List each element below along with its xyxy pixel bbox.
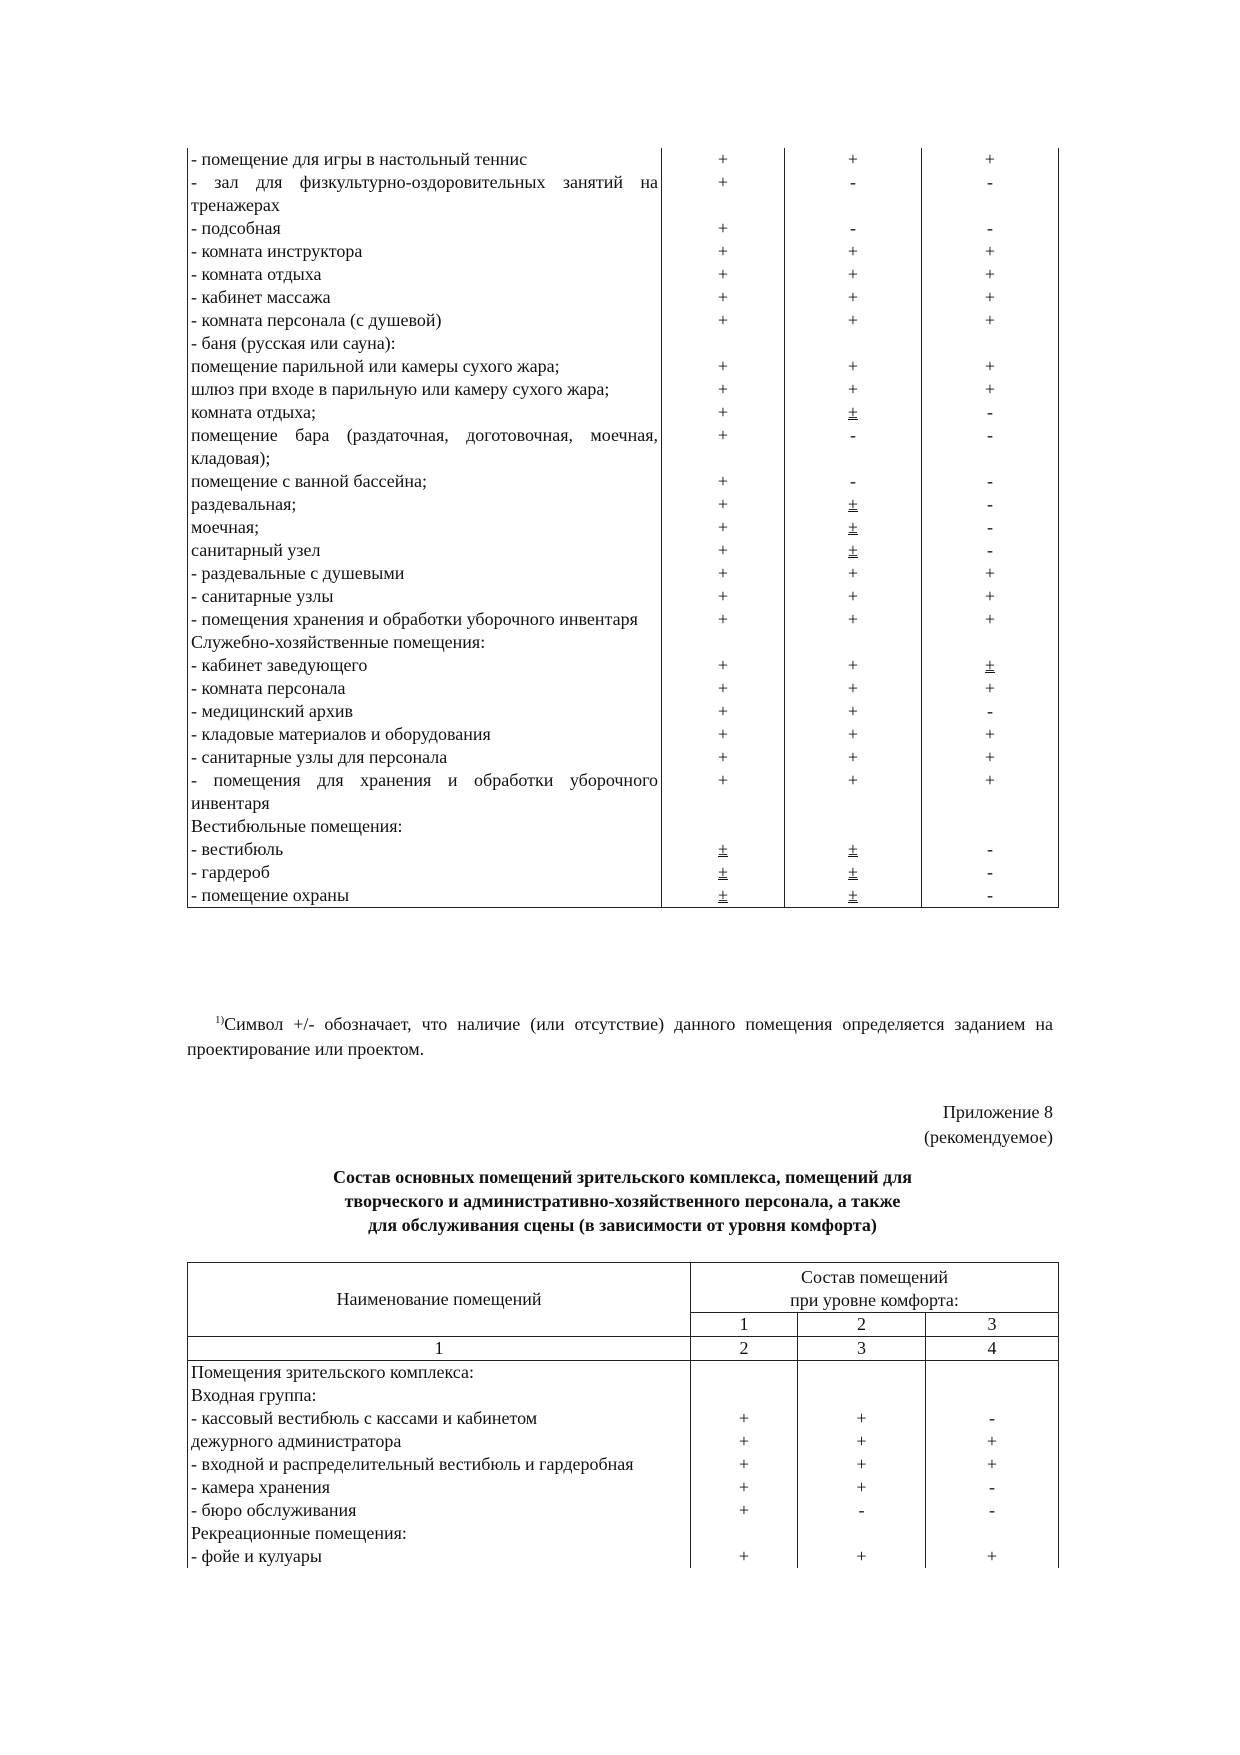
- header-room-name: Наименование помещений: [188, 1263, 691, 1337]
- level-2-value: ±: [785, 516, 922, 539]
- appendix-status: (рекомендуемое): [924, 1127, 1053, 1147]
- level-2-value: +: [798, 1430, 926, 1453]
- table-row: [188, 309, 1059, 332]
- title-line-1: Состав основных помещений зрительского комплекса, помещений для: [333, 1167, 912, 1187]
- table-row: [188, 861, 1059, 884]
- level-3-value: +: [922, 746, 1059, 769]
- level-2-value: [785, 332, 922, 355]
- spectator-complex-table: [187, 1262, 1059, 1568]
- level-2-value: +: [785, 562, 922, 585]
- level-3-value: -: [922, 470, 1059, 493]
- level-2-value: +: [785, 700, 922, 723]
- level-2-value: [798, 1384, 926, 1407]
- appendix-number: Приложение 8: [942, 1102, 1053, 1122]
- level-1-value: +: [662, 700, 785, 723]
- level-2-value: +: [785, 263, 922, 286]
- level-1-value: +: [662, 263, 785, 286]
- level-2-value: +: [798, 1476, 926, 1499]
- room-name: помещение парильной или камеры сухого жара;: [188, 355, 662, 378]
- level-2-value: +: [785, 654, 922, 677]
- room-name: - комната инструктора: [188, 240, 662, 263]
- table-row: [188, 240, 1059, 263]
- room-name: - кладовые материалов и оборудования: [188, 723, 662, 746]
- table-row: [188, 631, 1059, 654]
- level-1-value: ±: [662, 861, 785, 884]
- level-2-value: -: [785, 171, 922, 217]
- level-1-value: +: [662, 516, 785, 539]
- level-3-value: [922, 631, 1059, 654]
- room-name: - баня (русская или сауна):: [188, 332, 662, 355]
- level-1-value: +: [662, 240, 785, 263]
- level-3-value: +: [922, 240, 1059, 263]
- level-3-value: [922, 332, 1059, 355]
- level-2-value: +: [798, 1545, 926, 1568]
- level-2-value: -: [785, 217, 922, 240]
- level-3-value: -: [926, 1499, 1059, 1522]
- room-name: санитарный узел: [188, 539, 662, 562]
- level-1-value: [691, 1384, 798, 1407]
- level-2-value: +: [785, 355, 922, 378]
- level-2-value: ±: [785, 884, 922, 908]
- header-col-number-3: 3: [798, 1337, 926, 1361]
- room-name: - помещения для хранения и обработки уборочного инвентаря: [188, 769, 662, 815]
- header-composition-line-1: Состав помещений: [801, 1267, 948, 1287]
- level-3-value: -: [922, 516, 1059, 539]
- table-row: [188, 493, 1059, 516]
- header-level-2: 2: [798, 1313, 926, 1337]
- header-col-number-4: 4: [926, 1337, 1059, 1361]
- room-name: - санитарные узлы для персонала: [188, 746, 662, 769]
- level-3-value: +: [922, 355, 1059, 378]
- level-1-value: +: [662, 677, 785, 700]
- table-row: [188, 378, 1059, 401]
- level-1-value: +: [691, 1453, 798, 1476]
- level-2-value: +: [785, 769, 922, 815]
- room-name: - комната персонала: [188, 677, 662, 700]
- footnote-text: Символ +/- обозначает, что наличие (или отсутствие) данного помещения определяется заданием на проектирование или проектом.: [187, 1014, 1053, 1059]
- level-1-value: +: [662, 355, 785, 378]
- table-row: [188, 1522, 1059, 1545]
- level-1-value: +: [662, 470, 785, 493]
- room-name: Помещения зрительского комплекса:: [188, 1361, 691, 1385]
- table-row: [188, 1430, 1059, 1453]
- level-3-value: -: [922, 861, 1059, 884]
- level-1-value: +: [662, 769, 785, 815]
- table-row: [188, 171, 1059, 217]
- level-2-value: +: [785, 309, 922, 332]
- room-name: комната отдыха;: [188, 401, 662, 424]
- header-composition: [691, 1263, 1059, 1313]
- table-row: [188, 470, 1059, 493]
- level-2-value: ±: [785, 401, 922, 424]
- level-3-value: +: [926, 1430, 1059, 1453]
- room-name: - бюро обслуживания: [188, 1499, 691, 1522]
- level-1-value: +: [662, 723, 785, 746]
- level-2-value: +: [785, 677, 922, 700]
- table-row: [188, 815, 1059, 838]
- table-row: [188, 424, 1059, 470]
- level-1-value: +: [662, 148, 785, 171]
- room-name: - входной и распределительный вестибюль и гардеробная: [188, 1453, 691, 1476]
- level-3-value: [922, 815, 1059, 838]
- room-name: Служебно-хозяйственные помещения:: [188, 631, 662, 654]
- level-2-value: +: [785, 723, 922, 746]
- room-name: - гардероб: [188, 861, 662, 884]
- table-row: [188, 332, 1059, 355]
- table-row: [188, 1407, 1059, 1430]
- level-3-value: +: [922, 378, 1059, 401]
- header-level-1: 1: [691, 1313, 798, 1337]
- level-1-value: +: [662, 424, 785, 470]
- level-1-value: [662, 631, 785, 654]
- section-title: [187, 1165, 1058, 1237]
- room-name: Вестибюльные помещения:: [188, 815, 662, 838]
- room-name: дежурного администратора: [188, 1430, 691, 1453]
- room-name: моечная;: [188, 516, 662, 539]
- footnote: [187, 1008, 1053, 1062]
- level-3-value: +: [922, 769, 1059, 815]
- level-1-value: +: [691, 1499, 798, 1522]
- level-3-value: -: [922, 493, 1059, 516]
- level-3-value: [926, 1384, 1059, 1407]
- table-row: [188, 677, 1059, 700]
- level-3-value: -: [922, 838, 1059, 861]
- table-row: [188, 585, 1059, 608]
- level-1-value: [662, 332, 785, 355]
- footnote-marker: 1): [215, 1014, 225, 1026]
- table-row: [188, 539, 1059, 562]
- table-row: [188, 1545, 1059, 1568]
- table-row: [188, 700, 1059, 723]
- level-1-value: +: [691, 1476, 798, 1499]
- level-1-value: +: [662, 608, 785, 631]
- room-name: - раздевальные с душевыми: [188, 562, 662, 585]
- level-2-value: [798, 1522, 926, 1545]
- level-3-value: +: [922, 562, 1059, 585]
- room-name: - кассовый вестибюль с кассами и кабинетом: [188, 1407, 691, 1430]
- level-1-value: +: [691, 1407, 798, 1430]
- level-2-value: -: [785, 424, 922, 470]
- level-3-value: -: [922, 171, 1059, 217]
- level-3-value: -: [922, 217, 1059, 240]
- level-1-value: ±: [662, 884, 785, 908]
- level-3-value: +: [922, 309, 1059, 332]
- level-1-value: ±: [662, 838, 785, 861]
- level-2-value: +: [785, 378, 922, 401]
- rooms-table-continued: [187, 148, 1059, 908]
- table-row: [188, 1384, 1059, 1407]
- level-2-value: [785, 631, 922, 654]
- header-col-number-2: 2: [691, 1337, 798, 1361]
- room-name: - медицинский архив: [188, 700, 662, 723]
- level-3-value: -: [922, 884, 1059, 908]
- level-3-value: -: [922, 401, 1059, 424]
- header-level-3: 3: [926, 1313, 1059, 1337]
- level-3-value: -: [922, 424, 1059, 470]
- level-1-value: +: [662, 654, 785, 677]
- table-row: [188, 1361, 1059, 1385]
- level-3-value: -: [922, 700, 1059, 723]
- title-line-3: для обслуживания сцены (в зависимости от уровня комфорта): [368, 1215, 877, 1235]
- level-2-value: +: [798, 1453, 926, 1476]
- level-3-value: +: [926, 1453, 1059, 1476]
- room-name: шлюз при входе в парильную или камеру сухого жара;: [188, 378, 662, 401]
- table-row: [188, 746, 1059, 769]
- level-3-value: -: [926, 1476, 1059, 1499]
- level-2-value: -: [798, 1499, 926, 1522]
- level-3-value: +: [922, 585, 1059, 608]
- level-3-value: +: [922, 723, 1059, 746]
- rooms-table-body: [188, 148, 1059, 908]
- table-row: [188, 401, 1059, 424]
- level-2-value: +: [785, 148, 922, 171]
- room-name: помещение с ванной бассейна;: [188, 470, 662, 493]
- level-2-value: +: [798, 1407, 926, 1430]
- level-3-value: +: [922, 677, 1059, 700]
- level-3-value: +: [922, 148, 1059, 171]
- room-name: - помещение охраны: [188, 884, 662, 908]
- table-row: [188, 263, 1059, 286]
- table-row: [188, 1499, 1059, 1522]
- level-3-value: -: [926, 1407, 1059, 1430]
- level-1-value: +: [662, 585, 785, 608]
- table-row: [188, 355, 1059, 378]
- level-3-value: [926, 1361, 1059, 1385]
- room-name: - помещения хранения и обработки уборочного инвентаря: [188, 608, 662, 631]
- level-1-value: +: [662, 539, 785, 562]
- level-1-value: +: [662, 171, 785, 217]
- level-1-value: +: [691, 1545, 798, 1568]
- level-1-value: +: [662, 493, 785, 516]
- level-1-value: +: [662, 401, 785, 424]
- level-2-value: ±: [785, 539, 922, 562]
- level-1-value: +: [662, 217, 785, 240]
- level-2-value: +: [785, 746, 922, 769]
- level-2-value: -: [785, 470, 922, 493]
- room-name: - фойе и кулуары: [188, 1545, 691, 1568]
- table-row: [188, 884, 1059, 908]
- level-3-value: +: [922, 608, 1059, 631]
- level-1-value: +: [662, 746, 785, 769]
- level-3-value: +: [926, 1545, 1059, 1568]
- spectator-table-body: [188, 1361, 1059, 1569]
- level-1-value: [691, 1361, 798, 1385]
- room-name: раздевальная;: [188, 493, 662, 516]
- level-2-value: ±: [785, 861, 922, 884]
- table-row: [188, 562, 1059, 585]
- level-2-value: ±: [785, 493, 922, 516]
- level-1-value: +: [662, 378, 785, 401]
- level-1-value: +: [691, 1430, 798, 1453]
- room-name: - кабинет заведующего: [188, 654, 662, 677]
- table-row: [188, 769, 1059, 815]
- table-row: [188, 723, 1059, 746]
- level-1-value: +: [662, 562, 785, 585]
- level-2-value: [798, 1361, 926, 1385]
- room-name: - вестибюль: [188, 838, 662, 861]
- table-row: [188, 217, 1059, 240]
- level-2-value: +: [785, 608, 922, 631]
- table-row: [188, 838, 1059, 861]
- table-row: [188, 516, 1059, 539]
- table-row: [188, 1476, 1059, 1499]
- level-1-value: +: [662, 286, 785, 309]
- room-name: Рекреационные помещения:: [188, 1522, 691, 1545]
- room-name: - помещение для игры в настольный теннис: [188, 148, 662, 171]
- table-header: [188, 1263, 1059, 1361]
- level-2-value: +: [785, 286, 922, 309]
- room-name: помещение бара (раздаточная, доготовочная, моечная, кладовая);: [188, 424, 662, 470]
- appendix-label: [924, 1100, 1053, 1150]
- level-3-value: [926, 1522, 1059, 1545]
- level-2-value: +: [785, 240, 922, 263]
- room-name: - комната персонала (с душевой): [188, 309, 662, 332]
- room-name: - комната отдыха: [188, 263, 662, 286]
- room-name: Входная группа:: [188, 1384, 691, 1407]
- level-3-value: +: [922, 286, 1059, 309]
- header-composition-line-2: при уровне комфорта:: [790, 1290, 959, 1310]
- table-row: [188, 608, 1059, 631]
- level-3-value: ±: [922, 654, 1059, 677]
- level-3-value: -: [922, 539, 1059, 562]
- table-row: [188, 148, 1059, 171]
- level-2-value: ±: [785, 838, 922, 861]
- level-2-value: +: [785, 585, 922, 608]
- level-2-value: [785, 815, 922, 838]
- level-1-value: [662, 815, 785, 838]
- table-row: [188, 654, 1059, 677]
- room-name: - подсобная: [188, 217, 662, 240]
- room-name: - санитарные узлы: [188, 585, 662, 608]
- level-1-value: +: [662, 309, 785, 332]
- room-name: - зал для физкультурно-оздоровительных занятий на тренажерах: [188, 171, 662, 217]
- room-name: - камера хранения: [188, 1476, 691, 1499]
- title-line-2: творческого и административно-хозяйственного персонала, а также: [344, 1191, 901, 1211]
- table-row: [188, 1453, 1059, 1476]
- level-3-value: +: [922, 263, 1059, 286]
- room-name: - кабинет массажа: [188, 286, 662, 309]
- table-row: [188, 286, 1059, 309]
- level-1-value: [691, 1522, 798, 1545]
- header-col-number-1: 1: [188, 1337, 691, 1361]
